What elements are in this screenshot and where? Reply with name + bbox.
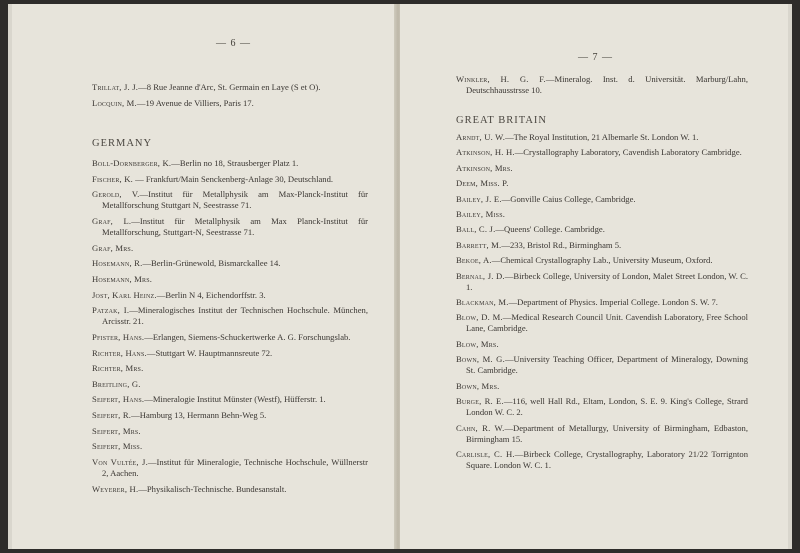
entry-name: Cahn, R. W. <box>456 422 505 433</box>
entry-address: —Queens' College. Cambridge. <box>495 224 605 235</box>
page-number: — 6 — <box>216 38 251 49</box>
entry-name: Graf, Mrs. <box>92 242 134 253</box>
left-page <box>12 4 396 549</box>
directory-entry <box>456 132 748 143</box>
entry-address: —Crystallography Laboratory, Cavendish Laboratory Cambridge. <box>514 147 742 158</box>
right-entries <box>456 132 748 476</box>
directory-entry <box>92 98 368 109</box>
entry-name: Atkinson, H. H. <box>456 147 515 158</box>
entry-name: Bown, Mrs. <box>456 380 500 391</box>
directory-entry <box>92 290 368 301</box>
entry-address: —Erlangen, Siemens-Schuckertwerke A. G. Forschungslab. <box>144 331 351 342</box>
directory-entry <box>92 441 368 452</box>
entry-name: Fischer, K. <box>92 173 133 184</box>
directory-entry <box>92 332 368 343</box>
entry-address: —Berlin-Grünewold, Bismarckallee 14. <box>142 258 281 269</box>
directory-entry <box>92 484 368 495</box>
directory-entry <box>92 82 368 93</box>
directory-entry <box>92 457 368 479</box>
entry-name: Breitling, G. <box>92 378 141 389</box>
directory-entry <box>92 379 368 390</box>
entry-name: Pfister, Hans. <box>92 331 145 342</box>
entry-address: —Hamburg 13, Hermann Behn-Weg 5. <box>131 409 267 420</box>
entry-address: —19 Avenue de Villiers, Paris 17. <box>136 97 254 108</box>
entry-address: —233, Bristol Rd., Birmingham 5. <box>501 239 622 250</box>
left-entries <box>92 158 368 499</box>
entry-name: Bailey, Miss. <box>456 208 506 219</box>
directory-entry <box>456 224 748 235</box>
entry-name: Locquin, M. <box>92 97 137 108</box>
entry-name: Blow, D. M. <box>456 312 503 323</box>
directory-entry <box>92 158 368 169</box>
entry-address: —Institut für Metallphysik am Max Planck-Institut für Metallforschung, Stuttgart-N, Seestrasse 71. <box>102 215 368 238</box>
directory-entry <box>92 258 368 269</box>
entry-name: Deem, Miss. P. <box>456 178 509 189</box>
entry-name: Seifert, Hans. <box>92 394 145 405</box>
directory-entry <box>92 305 368 327</box>
left-top-entries <box>92 82 368 113</box>
directory-entry <box>456 147 748 158</box>
entry-name: Blackman, M. <box>456 297 509 307</box>
directory-entry <box>456 339 748 350</box>
entry-name: Seifert, Miss. <box>92 441 143 452</box>
entry-address: —Mineralogisches Institut der Technischen Hochschule. München, Arcisstr. 21. <box>102 305 368 327</box>
entry-name: Hosemann, R. <box>92 258 143 269</box>
book-spread <box>8 4 792 549</box>
entry-address: —Institut für Metallphysik am Max-Planck-Institut für Metallforschung Stuttgart N, Seestrasse 71. <box>102 189 368 211</box>
entry-address: —Stuttgart W. Hauptmannsreute 72. <box>146 347 273 358</box>
directory-entry <box>456 297 748 308</box>
entry-name: Bown, M. G. <box>456 354 505 365</box>
directory-entry <box>456 381 748 392</box>
entry-address: —116, well Hall Rd., Eltam, London, S. E. 9. King's College, Strard London W. C. 2. <box>466 396 748 418</box>
entry-name: Richter, Mrs. <box>92 363 144 374</box>
directory-entry <box>92 363 368 374</box>
directory-entry <box>92 426 368 437</box>
entry-address: —Institut für Mineralogie, Technische Hochschule, Wüllnerstr 2, Aachen. <box>102 456 368 478</box>
entry-name: Carlisle, C. H. <box>456 449 515 460</box>
directory-entry <box>92 189 368 211</box>
entry-address: —Mineralogie Institut Münster (Westf), Hüfferstr. 1. <box>144 394 326 405</box>
entry-name: Bailey, J. E. <box>456 193 502 204</box>
directory-entry <box>456 271 748 293</box>
entry-name: Ball, C. J. <box>456 224 496 235</box>
directory-entry <box>456 354 748 376</box>
entry-address: —Berlin no 18, Strausberger Platz 1. <box>171 158 299 168</box>
directory-entry <box>456 255 748 266</box>
entry-name: Boll-Dornberger, K. <box>92 158 172 168</box>
directory-entry <box>456 209 748 220</box>
entry-name: Barrett, M. <box>456 239 502 250</box>
entry-name: Bernal, J. D. <box>456 270 505 281</box>
entry-address: —Department of Physics. Imperial College. London S. W. 7. <box>508 297 718 307</box>
entry-name: Graf, L. <box>92 215 132 226</box>
entry-name: Trillat, J. J. <box>92 82 139 92</box>
directory-entry <box>92 216 368 238</box>
entry-address: —8 Rue Jeanne d'Arc, St. Germain en Laye (S et O). <box>138 82 321 92</box>
entry-address: —Physikalisch-Technische. Bundesanstalt. <box>138 483 287 494</box>
directory-entry <box>456 163 748 174</box>
entry-name: Gerold, V. <box>92 189 140 200</box>
entry-address: —Medical Research Council Unit. Cavendish Laboratory, Free School Lane, Cambridge. <box>466 312 749 334</box>
directory-entry <box>456 194 748 205</box>
entry-address: —Department of Metallurgy, University of Birmingham, Edbaston, Birmingham 15. <box>466 422 748 444</box>
entry-name: Hosemann, Mrs. <box>92 273 153 284</box>
entry-name: Atkinson, Mrs. <box>456 162 513 173</box>
entry-address: — Frankfurt/Main Senckenberg-Anlage 30, Deutschland. <box>132 173 334 184</box>
entry-address: —Berlin N 4, Eichendorffstr. 3. <box>156 289 266 300</box>
entry-name: Burge, R. E. <box>456 396 504 407</box>
page-number: — 7 — <box>578 52 613 63</box>
directory-entry <box>456 449 748 471</box>
directory-entry <box>92 410 368 421</box>
entry-name: Jost, Karl Heinz. <box>92 289 157 300</box>
entry-name: Patzak, I. <box>92 305 130 316</box>
directory-entry <box>456 423 748 445</box>
directory-entry <box>92 243 368 254</box>
entry-address: —The Royal Institution, 21 Albemarle St. London W. 1. <box>505 132 699 142</box>
entry-address: —Birbeck College, University of London, Malet Street London, W. C. 1. <box>466 270 749 292</box>
entry-name: Von Vultée, J. <box>92 456 148 467</box>
entry-name: Bekoe, A. <box>456 255 492 266</box>
directory-entry <box>92 348 368 359</box>
entry-address: —Gonville Caius College, Cambridge. <box>501 193 636 204</box>
entry-address: —Birbeck College, Crystallography, Laboratory 21/22 Torrignton Square. London W. C. 1. <box>466 449 749 471</box>
entry-address: —University Teaching Officer, Department of Mineralogy, Downing St. Cambridge. <box>466 354 748 376</box>
entry-address: —Chemical Crystallography Lab., University Museum, Oxford. <box>491 255 713 266</box>
entry-name: Weyerer, H. <box>92 483 139 494</box>
directory-entry <box>92 394 368 405</box>
section-title: GERMANY <box>92 138 153 149</box>
section-title: GREAT BRITAIN <box>456 115 548 126</box>
directory-entry <box>456 312 748 334</box>
entry-name: Winkler, H. G. F. <box>456 74 546 84</box>
right-top-entries <box>456 74 748 100</box>
entry-name: Seifert, Mrs. <box>92 425 141 436</box>
directory-entry <box>92 274 368 285</box>
directory-entry <box>456 178 748 189</box>
directory-entry <box>456 240 748 251</box>
entry-name: Richter, Hans. <box>92 347 147 358</box>
entry-name: Blow, Mrs. <box>456 338 499 349</box>
right-page <box>400 4 788 549</box>
entry-name: Arndt, U. W. <box>456 132 506 142</box>
directory-entry <box>92 174 368 185</box>
entry-address: —Mineralog. Inst. d. Universität. Marburg/Lahn, Deutschhausstrsse 10. <box>466 74 748 96</box>
directory-entry <box>456 396 748 418</box>
directory-entry <box>456 74 748 96</box>
entry-name: Seifert, R. <box>92 409 132 420</box>
